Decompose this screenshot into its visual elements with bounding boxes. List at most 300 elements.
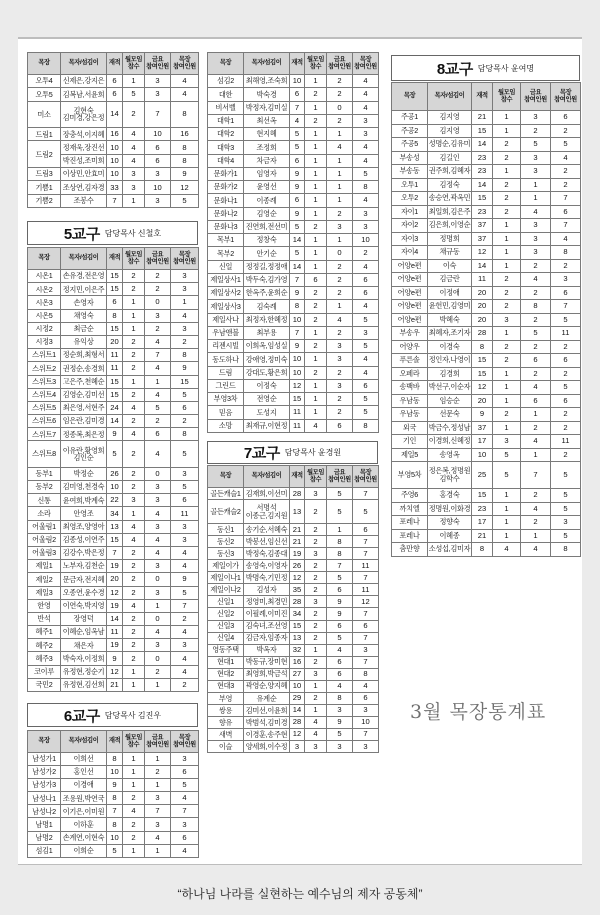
mokjang-attendance-cell: 6 xyxy=(171,494,199,507)
mokjang-name-cell: 주공2 xyxy=(392,124,428,138)
mokjang-name-cell: 남명2 xyxy=(28,831,61,844)
district-title xyxy=(207,441,378,464)
friday-attendance-cell: 3 xyxy=(327,379,353,392)
table-row xyxy=(392,340,581,354)
table-row xyxy=(28,753,199,766)
leader-cell: 이정애 xyxy=(428,286,472,300)
mokjang-attendance-cell: 4 xyxy=(171,560,199,573)
mokjang-name-cell: 우남앤블 xyxy=(208,326,244,339)
monthly-meeting-cell: 6 xyxy=(305,273,327,286)
enrolled-count-cell: 12 xyxy=(290,572,305,584)
leader-cell: 임승순 xyxy=(428,394,472,408)
friday-attendance-cell: 1 xyxy=(145,779,171,792)
enrolled-count-cell: 20 xyxy=(107,573,123,586)
leader-cell: 최영조,양영아 xyxy=(61,520,107,533)
mokjang-name-cell: 그린드 xyxy=(208,379,244,392)
monthly-meeting-cell: 1 xyxy=(493,259,521,273)
friday-attendance-cell: 8 xyxy=(327,548,353,560)
table-row xyxy=(392,178,581,192)
monthly-meeting-cell: 1 xyxy=(493,381,521,395)
mokjang-name-cell: 동신3 xyxy=(208,548,244,560)
table-row xyxy=(208,632,379,644)
mokjang-name-cell: 혜주1 xyxy=(28,626,61,639)
leader-cell: 권정순,송경희 xyxy=(61,362,107,375)
enrolled-count-cell: 6 xyxy=(107,88,123,101)
leader-cell: 이상민,안효미 xyxy=(61,168,107,181)
leader-cell: 윤여희,박계숙 xyxy=(61,494,107,507)
monthly-meeting-cell: 3 xyxy=(123,494,145,507)
leader-cell: 정은복,정명원 김학수 xyxy=(428,462,472,489)
mokjang-attendance-cell: 7 xyxy=(353,572,379,584)
enrolled-count-cell: 20 xyxy=(472,300,493,314)
mokjang-name-cell: 주공5 xyxy=(392,138,428,152)
leader-cell: 강대도,황은희 xyxy=(244,366,290,379)
mokjang-name-cell: 비서벨 xyxy=(208,101,244,114)
mokjang-name-cell: 자이1 xyxy=(392,205,428,219)
monthly-meeting-cell: 1 xyxy=(305,101,327,114)
enrolled-count-cell: 21 xyxy=(472,529,493,543)
mokjang-attendance-cell: 12 xyxy=(171,181,199,194)
mokjang-name-cell: 문화나1 xyxy=(208,194,244,207)
monthly-meeting-cell: 4 xyxy=(123,520,145,533)
friday-attendance-cell: 4 xyxy=(327,141,353,154)
mokjang-attendance-cell: 7 xyxy=(353,608,379,620)
leader-cell: 임영자 xyxy=(244,167,290,180)
friday-attendance-cell: 8 xyxy=(521,300,551,314)
enrolled-count-cell: 32 xyxy=(290,644,305,656)
enrolled-count-cell: 23 xyxy=(472,151,493,165)
leader-cell: 신제은,강지은 xyxy=(61,75,107,88)
table-row xyxy=(208,300,379,313)
friday-attendance-cell: 6 xyxy=(327,620,353,632)
monthly-meeting-cell: 4 xyxy=(305,419,327,432)
table-row xyxy=(208,313,379,326)
friday-attendance-cell: 3 xyxy=(145,481,171,494)
leader-cell: 서명석 이종근,김지원 xyxy=(244,500,290,524)
mokjang-attendance-cell: 6 xyxy=(551,354,581,368)
leader-cell: 곽영순,양지혜 xyxy=(244,680,290,692)
mokjang-attendance-cell: 10 xyxy=(353,234,379,247)
table-row xyxy=(28,494,199,507)
friday-attendance-cell: 4 xyxy=(521,543,551,557)
mokjang-attendance-cell: 5 xyxy=(171,586,199,599)
mokjang-name-cell: 대학3 xyxy=(208,141,244,154)
mokjang-name-cell: 제일이나1 xyxy=(208,572,244,584)
leader-cell: 최혜자,조기자 xyxy=(428,327,472,341)
header-enrolled: 재적 xyxy=(472,83,493,111)
monthly-meeting-cell: 4 xyxy=(123,154,145,167)
friday-attendance-cell: 0 xyxy=(145,652,171,665)
mokjang-name-cell: 혜주2 xyxy=(28,639,61,652)
enrolled-count-cell: 14 xyxy=(472,178,493,192)
leader-cell: 유익상 xyxy=(61,335,107,348)
enrolled-count-cell: 11 xyxy=(472,273,493,287)
friday-attendance-cell: 3 xyxy=(521,165,551,179)
table-row xyxy=(28,507,199,520)
enrolled-count-cell: 10 xyxy=(107,141,123,154)
leader-cell: 장영덕 xyxy=(61,612,107,625)
mokjang-attendance-cell: 3 xyxy=(353,740,379,752)
table-row xyxy=(208,366,379,379)
friday-attendance-cell: 6 xyxy=(327,656,353,668)
mokjang-attendance-cell: 5 xyxy=(551,529,581,543)
enrolled-count-cell: 7 xyxy=(290,101,305,114)
district-name: 6교구 xyxy=(63,707,100,725)
mokjang-name-cell: 우남동 xyxy=(392,394,428,408)
enrolled-count-cell: 6 xyxy=(107,296,123,309)
table-row xyxy=(208,536,379,548)
monthly-meeting-cell: 1 xyxy=(305,353,327,366)
enrolled-count-cell: 19 xyxy=(290,548,305,560)
district-5-table xyxy=(27,247,199,692)
mokjang-attendance-cell: 15 xyxy=(171,375,199,388)
monthly-meeting-cell: 2 xyxy=(493,354,521,368)
mokjang-name-cell: 기인 xyxy=(392,435,428,449)
pastor-name: 담당목사 윤여명 xyxy=(477,63,535,73)
table-row xyxy=(392,489,581,503)
table-row xyxy=(392,543,581,557)
table-row xyxy=(208,353,379,366)
friday-attendance-cell: 3 xyxy=(521,111,551,125)
monthly-meeting-cell: 2 xyxy=(493,286,521,300)
table-row xyxy=(208,692,379,704)
header-monthly-meeting: 월모임 참수 xyxy=(123,248,145,270)
monthly-meeting-cell: 2 xyxy=(123,652,145,665)
friday-attendance-cell: 5 xyxy=(521,138,551,152)
friday-attendance-cell: 6 xyxy=(145,141,171,154)
mokjang-attendance-cell: 7 xyxy=(353,728,379,740)
friday-attendance-cell: 3 xyxy=(145,194,171,207)
friday-attendance-cell: 3 xyxy=(145,75,171,88)
table-row xyxy=(208,101,379,114)
friday-attendance-cell: 2 xyxy=(521,367,551,381)
mokjang-name-cell: 신일2 xyxy=(208,608,244,620)
table-row xyxy=(208,181,379,194)
mokjang-name-cell: 대학2 xyxy=(208,128,244,141)
mokjang-name-cell: 국민2 xyxy=(28,678,61,691)
header-row xyxy=(28,53,199,75)
mokjang-attendance-cell: 3 xyxy=(353,220,379,233)
leader-cell: 박범석,김미경 xyxy=(244,716,290,728)
leader-cell: 권주희,김혜자 xyxy=(428,165,472,179)
enrolled-count-cell: 26 xyxy=(107,467,123,480)
enrolled-count-cell: 12 xyxy=(472,246,493,260)
monthly-meeting-cell: 1 xyxy=(305,181,327,194)
leader-cell: 박봉선,임신선 xyxy=(244,536,290,548)
mokjang-name-cell: 현대3 xyxy=(208,680,244,692)
table-row xyxy=(28,546,199,559)
mokjang-attendance-cell: 9 xyxy=(171,362,199,375)
table-row xyxy=(28,844,199,857)
friday-attendance-cell: 4 xyxy=(145,831,171,844)
friday-attendance-cell: 2 xyxy=(327,114,353,127)
monthly-meeting-cell: 2 xyxy=(123,612,145,625)
friday-attendance-cell: 2 xyxy=(521,421,551,435)
mokjang-attendance-cell: 4 xyxy=(171,546,199,559)
leader-cell: 이희순 xyxy=(61,844,107,857)
mokjang-attendance-cell: 2 xyxy=(551,367,581,381)
enrolled-count-cell: 6 xyxy=(290,154,305,167)
leader-cell: 김복남,서윤희 xyxy=(61,88,107,101)
monthly-meeting-cell: 2 xyxy=(493,151,521,165)
monthly-meeting-cell: 1 xyxy=(123,322,145,335)
district-name: 8교구 xyxy=(436,60,473,78)
table-row xyxy=(392,273,581,287)
friday-attendance-cell: 1 xyxy=(145,375,171,388)
table-row xyxy=(28,792,199,805)
leader-cell: 김지영 xyxy=(428,124,472,138)
table-row xyxy=(28,533,199,546)
friday-attendance-cell: 3 xyxy=(145,494,171,507)
leader-cell: 소성섭,김미자 xyxy=(428,543,472,557)
friday-attendance-cell: 1 xyxy=(327,194,353,207)
table-row xyxy=(208,287,379,300)
mokjang-attendance-cell: 6 xyxy=(551,286,581,300)
friday-attendance-cell: 9 xyxy=(327,608,353,620)
monthly-meeting-cell: 1 xyxy=(493,529,521,543)
enrolled-count-cell: 11 xyxy=(290,419,305,432)
leader-cell: 박진성,조미희 xyxy=(61,154,107,167)
enrolled-count-cell: 9 xyxy=(290,207,305,220)
monthly-meeting-cell: 1 xyxy=(305,234,327,247)
table-row xyxy=(392,205,581,219)
header-leader: 목자/섬김이 xyxy=(61,248,107,270)
mokjang-attendance-cell: 8 xyxy=(353,181,379,194)
table-row xyxy=(208,326,379,339)
mokjang-attendance-cell: 12 xyxy=(353,596,379,608)
leader-cell: 최해영,조숙희 xyxy=(244,75,290,88)
friday-attendance-cell: 2 xyxy=(327,393,353,406)
enrolled-count-cell: 12 xyxy=(290,379,305,392)
mokjang-name-cell: 시온3 xyxy=(28,296,61,309)
friday-attendance-cell: 2 xyxy=(521,124,551,138)
table-row xyxy=(208,524,379,536)
monthly-meeting-cell: 2 xyxy=(493,273,521,287)
mokjang-attendance-cell: 3 xyxy=(551,516,581,530)
mokjang-name-cell: 시정3 xyxy=(28,335,61,348)
header-mokjang: 목장 xyxy=(208,466,244,488)
enrolled-count-cell: 21 xyxy=(472,111,493,125)
table-row xyxy=(208,644,379,656)
monthly-meeting-cell: 2 xyxy=(493,408,521,422)
enrolled-count-cell: 17 xyxy=(472,435,493,449)
friday-attendance-cell: 2 xyxy=(327,75,353,88)
enrolled-count-cell: 23 xyxy=(472,205,493,219)
table-row xyxy=(392,462,581,489)
leader-cell: 최선옥 xyxy=(244,114,290,127)
enrolled-count-cell: 10 xyxy=(290,366,305,379)
friday-attendance-cell: 3 xyxy=(521,219,551,233)
leader-cell: 강애영,정미숙 xyxy=(244,353,290,366)
header-enrolled: 재적 xyxy=(290,53,305,75)
table-row xyxy=(28,639,199,652)
monthly-meeting-cell: 4 xyxy=(305,728,327,740)
friday-attendance-cell: 0 xyxy=(145,612,171,625)
leader-cell: 이기은,이미원 xyxy=(61,805,107,818)
table-row xyxy=(392,165,581,179)
mokjang-attendance-cell: 11 xyxy=(353,584,379,596)
monthly-meeting-cell: 3 xyxy=(493,435,521,449)
enrolled-count-cell: 6 xyxy=(107,75,123,88)
monthly-meeting-cell: 3 xyxy=(123,168,145,181)
enrolled-count-cell: 12 xyxy=(472,381,493,395)
monthly-meeting-cell: 1 xyxy=(493,367,521,381)
table-row xyxy=(208,668,379,680)
monthly-meeting-cell: 1 xyxy=(123,766,145,779)
enrolled-count-cell: 16 xyxy=(290,656,305,668)
mokjang-name-cell: 현대1 xyxy=(208,656,244,668)
friday-attendance-cell: 2 xyxy=(327,273,353,286)
monthly-meeting-cell: 3 xyxy=(305,668,327,680)
friday-attendance-cell: 1 xyxy=(521,192,551,206)
friday-attendance-cell: 6 xyxy=(327,419,353,432)
header-mokjang: 목장 xyxy=(208,53,244,75)
enrolled-count-cell: 8 xyxy=(107,792,123,805)
mokjang-name-cell: 자이2 xyxy=(392,219,428,233)
table-row xyxy=(28,779,199,792)
mokjang-name-cell: 시정2 xyxy=(28,322,61,335)
monthly-meeting-cell: 2 xyxy=(305,366,327,379)
enrolled-count-cell: 23 xyxy=(472,502,493,516)
monthly-meeting-cell: 2 xyxy=(123,546,145,559)
leader-cell: 현지혜 xyxy=(244,128,290,141)
friday-attendance-cell: 3 xyxy=(327,220,353,233)
table-row xyxy=(392,232,581,246)
enrolled-count-cell: 15 xyxy=(107,533,123,546)
enrolled-count-cell: 10 xyxy=(107,154,123,167)
mokjang-attendance-cell: 3 xyxy=(171,753,199,766)
enrolled-count-cell: 14 xyxy=(107,415,123,428)
table-row xyxy=(28,168,199,181)
friday-attendance-cell: 4 xyxy=(145,533,171,546)
table-row xyxy=(208,488,379,500)
monthly-meeting-cell: 2 xyxy=(493,192,521,206)
mokjang-attendance-cell: 6 xyxy=(171,766,199,779)
monthly-meeting-cell: 1 xyxy=(493,232,521,246)
header-leader: 목자/섬김이 xyxy=(61,731,107,753)
leader-cell: 한옥주,윤희순 xyxy=(244,287,290,300)
enrolled-count-cell: 19 xyxy=(107,599,123,612)
friday-attendance-cell: 3 xyxy=(521,246,551,260)
friday-attendance-cell: 4 xyxy=(521,502,551,516)
table-row xyxy=(392,327,581,341)
mokjang-attendance-cell: 3 xyxy=(171,818,199,831)
leader-cell: 김숙녀,조선영 xyxy=(244,620,290,632)
friday-attendance-cell: 0 xyxy=(327,101,353,114)
friday-attendance-cell: 7 xyxy=(145,805,171,818)
table-row xyxy=(28,362,199,375)
monthly-meeting-cell: 2 xyxy=(305,524,327,536)
friday-attendance-cell: 4 xyxy=(521,381,551,395)
friday-attendance-cell: 3 xyxy=(327,353,353,366)
enrolled-count-cell: 15 xyxy=(472,354,493,368)
mokjang-name-cell: 송백바 xyxy=(392,381,428,395)
mokjang-attendance-cell: 3 xyxy=(353,326,379,339)
header-friday-attendance: 금요 참여인원 xyxy=(327,466,353,488)
mokjang-name-cell: 골든캐슬1 xyxy=(208,488,244,500)
district-6-table xyxy=(27,730,199,858)
mokjang-name-cell: 목부1 xyxy=(208,234,244,247)
leader-cell: 유정현,정순기 xyxy=(61,665,107,678)
header-friday-attendance: 금요 참여인원 xyxy=(521,83,551,111)
leader-cell: 문금자,전지혜 xyxy=(61,573,107,586)
leader-cell: 김은희,이영순 xyxy=(428,219,472,233)
monthly-meeting-cell: 3 xyxy=(123,181,145,194)
mokjang-attendance-cell: 6 xyxy=(353,524,379,536)
leader-cell: 채규동 xyxy=(428,246,472,260)
mokjang-attendance-cell: 7 xyxy=(551,192,581,206)
leader-cell: 정명희 xyxy=(428,232,472,246)
monthly-meeting-cell: 1 xyxy=(123,753,145,766)
enrolled-count-cell: 10 xyxy=(107,831,123,844)
monthly-meeting-cell: 3 xyxy=(493,313,521,327)
mokjang-name-cell: 어양e편 xyxy=(392,286,428,300)
mokjang-name-cell: 현대2 xyxy=(208,668,244,680)
leader-cell: 정정길,정정애 xyxy=(244,260,290,273)
leader-cell: 조용원,박연국 xyxy=(61,792,107,805)
friday-attendance-cell: 2 xyxy=(327,260,353,273)
leader-cell: 박혜숙 xyxy=(428,313,472,327)
table-row xyxy=(208,128,379,141)
mokjang-attendance-cell: 8 xyxy=(551,543,581,557)
leader-cell: 이연숙,박지영 xyxy=(61,599,107,612)
friday-attendance-cell: 5 xyxy=(327,572,353,584)
leader-cell: 최영희,박금석 xyxy=(244,668,290,680)
mokjang-name-cell: 신일 xyxy=(208,260,244,273)
enrolled-count-cell: 8 xyxy=(472,543,493,557)
mokjang-name-cell: 동신1 xyxy=(208,524,244,536)
friday-attendance-cell: 2 xyxy=(327,366,353,379)
monthly-meeting-cell: 1 xyxy=(493,489,521,503)
table-row xyxy=(208,260,379,273)
table-row xyxy=(208,167,379,180)
mokjang-attendance-cell: 4 xyxy=(353,260,379,273)
enrolled-count-cell: 14 xyxy=(290,234,305,247)
enrolled-count-cell: 14 xyxy=(290,260,305,273)
enrolled-count-cell: 8 xyxy=(107,753,123,766)
leader-cell: 송기순,서혜숙 xyxy=(244,524,290,536)
table-row xyxy=(208,88,379,101)
mokjang-attendance-cell: 4 xyxy=(171,309,199,322)
enrolled-count-cell: 10 xyxy=(472,448,493,462)
table-row xyxy=(392,111,581,125)
mokjang-attendance-cell: 7 xyxy=(353,536,379,548)
mokjang-name-cell: 신일3 xyxy=(208,620,244,632)
friday-attendance-cell: 1 xyxy=(145,844,171,857)
enrolled-count-cell: 10 xyxy=(107,766,123,779)
table-row xyxy=(392,354,581,368)
table-row xyxy=(208,620,379,632)
mokjang-name-cell: 드림1 xyxy=(28,128,61,141)
table-row xyxy=(208,247,379,260)
mokjang-attendance-cell: 3 xyxy=(171,322,199,335)
monthly-meeting-cell: 1 xyxy=(123,75,145,88)
enrolled-count-cell: 9 xyxy=(290,181,305,194)
mokjang-name-cell: 시온2 xyxy=(28,283,61,296)
header-enrolled: 재적 xyxy=(107,731,123,753)
mokjang-name-cell: 주공1 xyxy=(392,111,428,125)
friday-attendance-cell: 3 xyxy=(145,586,171,599)
table-row xyxy=(208,220,379,233)
leader-cell: 정재욱,장진선 xyxy=(61,141,107,154)
header-mokjang-attendance: 목장 참여인원 xyxy=(171,53,199,75)
monthly-meeting-cell: 1 xyxy=(493,246,521,260)
mokjang-name-cell: 부송우 xyxy=(392,327,428,341)
table-row xyxy=(208,75,379,88)
enrolled-count-cell: 12 xyxy=(107,665,123,678)
monthly-meeting-cell: 2 xyxy=(305,572,327,584)
leader-cell: 손계연,이현숙 xyxy=(61,831,107,844)
